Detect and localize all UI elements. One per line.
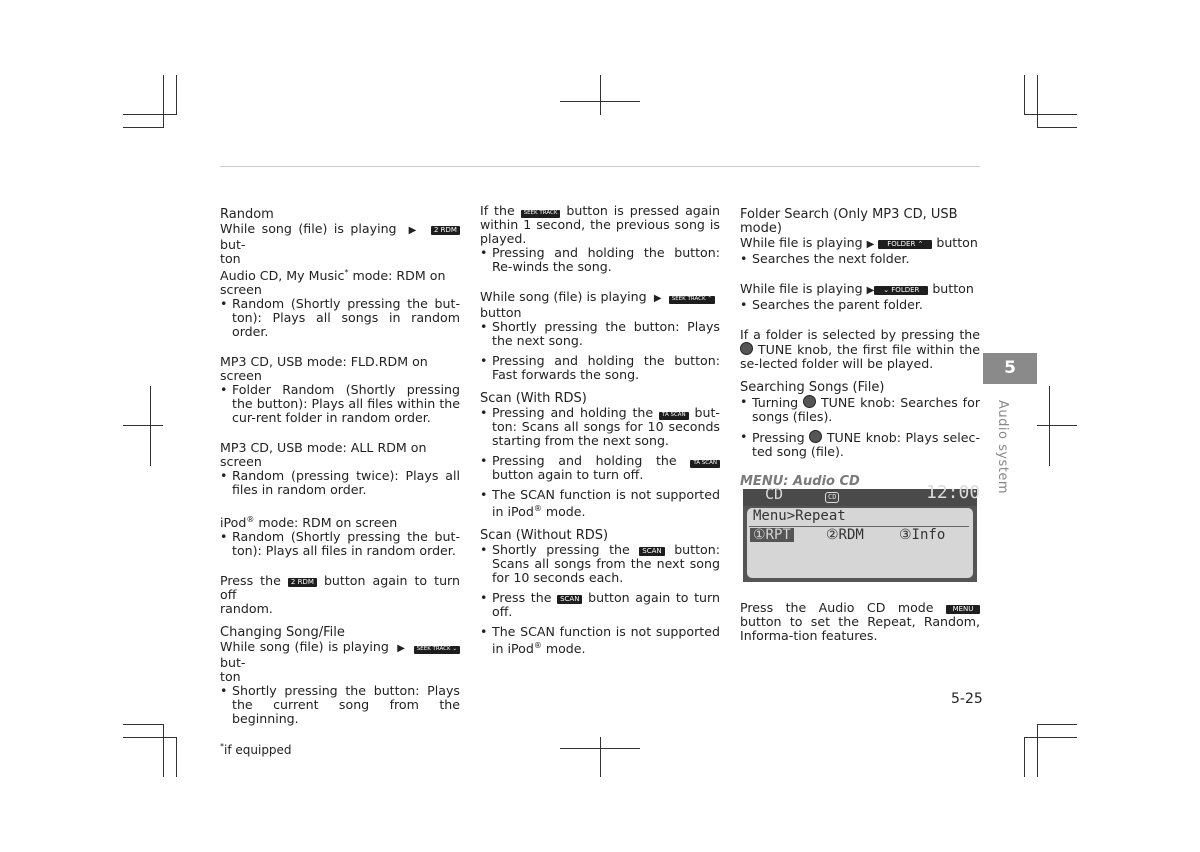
rdm-button-key: 2 RDM	[288, 578, 317, 587]
play-icon: ▶	[403, 225, 425, 236]
rdm-button-key: 2 RDM	[431, 226, 460, 235]
scan-rds-heading: Scan (With RDS)	[480, 391, 587, 406]
audio-cd-mode-line: Audio CD, My Music* mode: RDM on screen	[220, 268, 446, 298]
column-1	[220, 208, 460, 757]
ta-scan-key: TA SCAN	[659, 412, 689, 420]
footnote: *if equipped	[220, 742, 292, 758]
list-item: • The SCAN function is not supported in iPod® mode.	[480, 487, 720, 520]
seek-again-para: If the SEEK TRACK button is pressed again within 1 second, the previous song is played.	[480, 203, 721, 246]
play-icon: ▶	[393, 643, 410, 655]
list-item: • Shortly pressing the SCAN button: Scans all songs from the next song for 10 seconds each.	[480, 542, 720, 586]
column-2	[480, 204, 720, 656]
lcd-display	[743, 482, 981, 582]
changing-song-intro: While song (file) is playing ▶ SEEK TRACK ⌄ but- ton	[220, 640, 460, 684]
list-item: • Pressing and holding the button: Re-winds the song.	[480, 245, 720, 274]
press-again-line: Press the 2 RDM button again to turn off random.	[220, 573, 460, 617]
scan-key: SCAN	[557, 595, 582, 604]
ipod-mode-line: iPod® mode: RDM on screen	[220, 515, 398, 531]
seek-track-down-key: SEEK TRACK	[521, 210, 561, 218]
list-item: • Shortly pressing the button: Plays the current song from the beginning.	[220, 683, 460, 727]
seek-track-down-key: SEEK TRACK ⌄	[414, 646, 460, 654]
list-item: • Folder Random (Shortly pressing the button): Plays all files within the cur-rent folder in random order.	[220, 382, 460, 426]
column-3	[740, 208, 980, 643]
list-item: • Pressing TUNE knob: Plays selec-ted song (file).	[740, 429, 980, 459]
scan-key: SCAN	[639, 547, 664, 556]
list-item: • Random (Shortly pressing the but-ton): Plays all songs in random order.	[220, 296, 460, 340]
seek-up-intro: While song (file) is playing ▶ SEEK TRACK ⌃ button	[480, 290, 720, 320]
lcd-option-rdm: ②RDM	[826, 527, 864, 543]
lcd-source: CD	[765, 485, 784, 503]
tune-knob-icon	[803, 395, 816, 408]
lcd-menu-title: Menu>Repeat	[753, 508, 846, 524]
menu-press-para: Press the Audio CD mode MENU button to set the Repeat, Random, Informa-tion features.	[740, 600, 981, 643]
page-number: 5-25	[951, 691, 983, 707]
chapter-tab: 5	[983, 353, 1037, 384]
random-intro: While song (file) is playing ▶ 2 RDM but- ton	[220, 222, 460, 266]
folder-up-line: While file is playing ▶ FOLDER ⌃ button	[740, 235, 978, 250]
random-heading: Random	[220, 207, 274, 222]
list-item: • Pressing and holding the TA SCAN but- ton: Scans all songs for 10 seconds starting from the next song.	[480, 405, 720, 448]
folder-up-key: FOLDER ⌃	[878, 240, 932, 249]
list-item: • Searches the parent folder.	[740, 297, 923, 312]
list-item: • Searches the next folder.	[740, 251, 910, 266]
tune-knob-icon	[740, 342, 753, 355]
folder-select-para: If a folder is selected by pressing the TUNE knob, the first file within the se-lected folder will be played.	[740, 327, 980, 371]
changing-song-heading: Changing Song/File	[220, 625, 345, 641]
folder-down-key: ⌄ FOLDER	[874, 286, 928, 295]
list-item: • Press the SCAN button again to turn off.	[480, 590, 720, 620]
list-item: • Shortly pressing the button: Plays the next song.	[480, 319, 720, 348]
folder-down-line: While file is playing ▶ ⌄ FOLDER button	[740, 281, 974, 296]
play-icon: ▶	[650, 293, 665, 304]
list-item: • Pressing and holding the button: Fast forwards the song.	[480, 353, 720, 382]
list-item: • Random (pressing twice): Plays all files in random order.	[220, 468, 460, 498]
folder-search-heading: Folder Search (Only MP3 CD, USB mode)	[740, 207, 958, 236]
lcd-screen	[747, 508, 973, 578]
ta-scan-key: TA SCAN	[690, 460, 720, 468]
lcd-option-rpt: ①RPT	[750, 528, 794, 542]
scan-without-rds-heading: Scan (Without RDS)	[480, 528, 609, 544]
cd-icon: CD	[825, 492, 839, 503]
play-icon: ▶	[866, 239, 875, 250]
menu-audio-cd-heading: MENU: Audio CD	[740, 474, 860, 489]
header-rule	[220, 166, 980, 167]
tune-knob-icon	[809, 430, 822, 443]
list-item: • Turning TUNE knob: Searches for songs (files).	[740, 394, 980, 424]
lcd-clock: 12:00	[926, 482, 981, 503]
menu-key: MENU	[946, 605, 980, 614]
lcd-option-info: ③Info	[899, 527, 946, 543]
chapter-title: Audio system	[995, 400, 1010, 495]
play-icon: ▶	[866, 285, 875, 296]
searching-songs-heading: Searching Songs (File)	[740, 380, 885, 395]
mp3-all-rdm-line: MP3 CD, USB mode: ALL RDM on screen	[220, 440, 427, 470]
mp3-fld-rdm-line: MP3 CD, USB mode: FLD.RDM on screen	[220, 354, 428, 384]
seek-track-up-key: SEEK TRACK ⌃	[669, 296, 715, 304]
list-item: • The SCAN function is not supported in iPod® mode.	[480, 624, 720, 657]
list-item: • Pressing and holding the TA SCAN button again to turn off.	[480, 454, 720, 482]
list-item: • Random (Shortly pressing the but-ton): Plays all files in random order.	[220, 529, 460, 559]
